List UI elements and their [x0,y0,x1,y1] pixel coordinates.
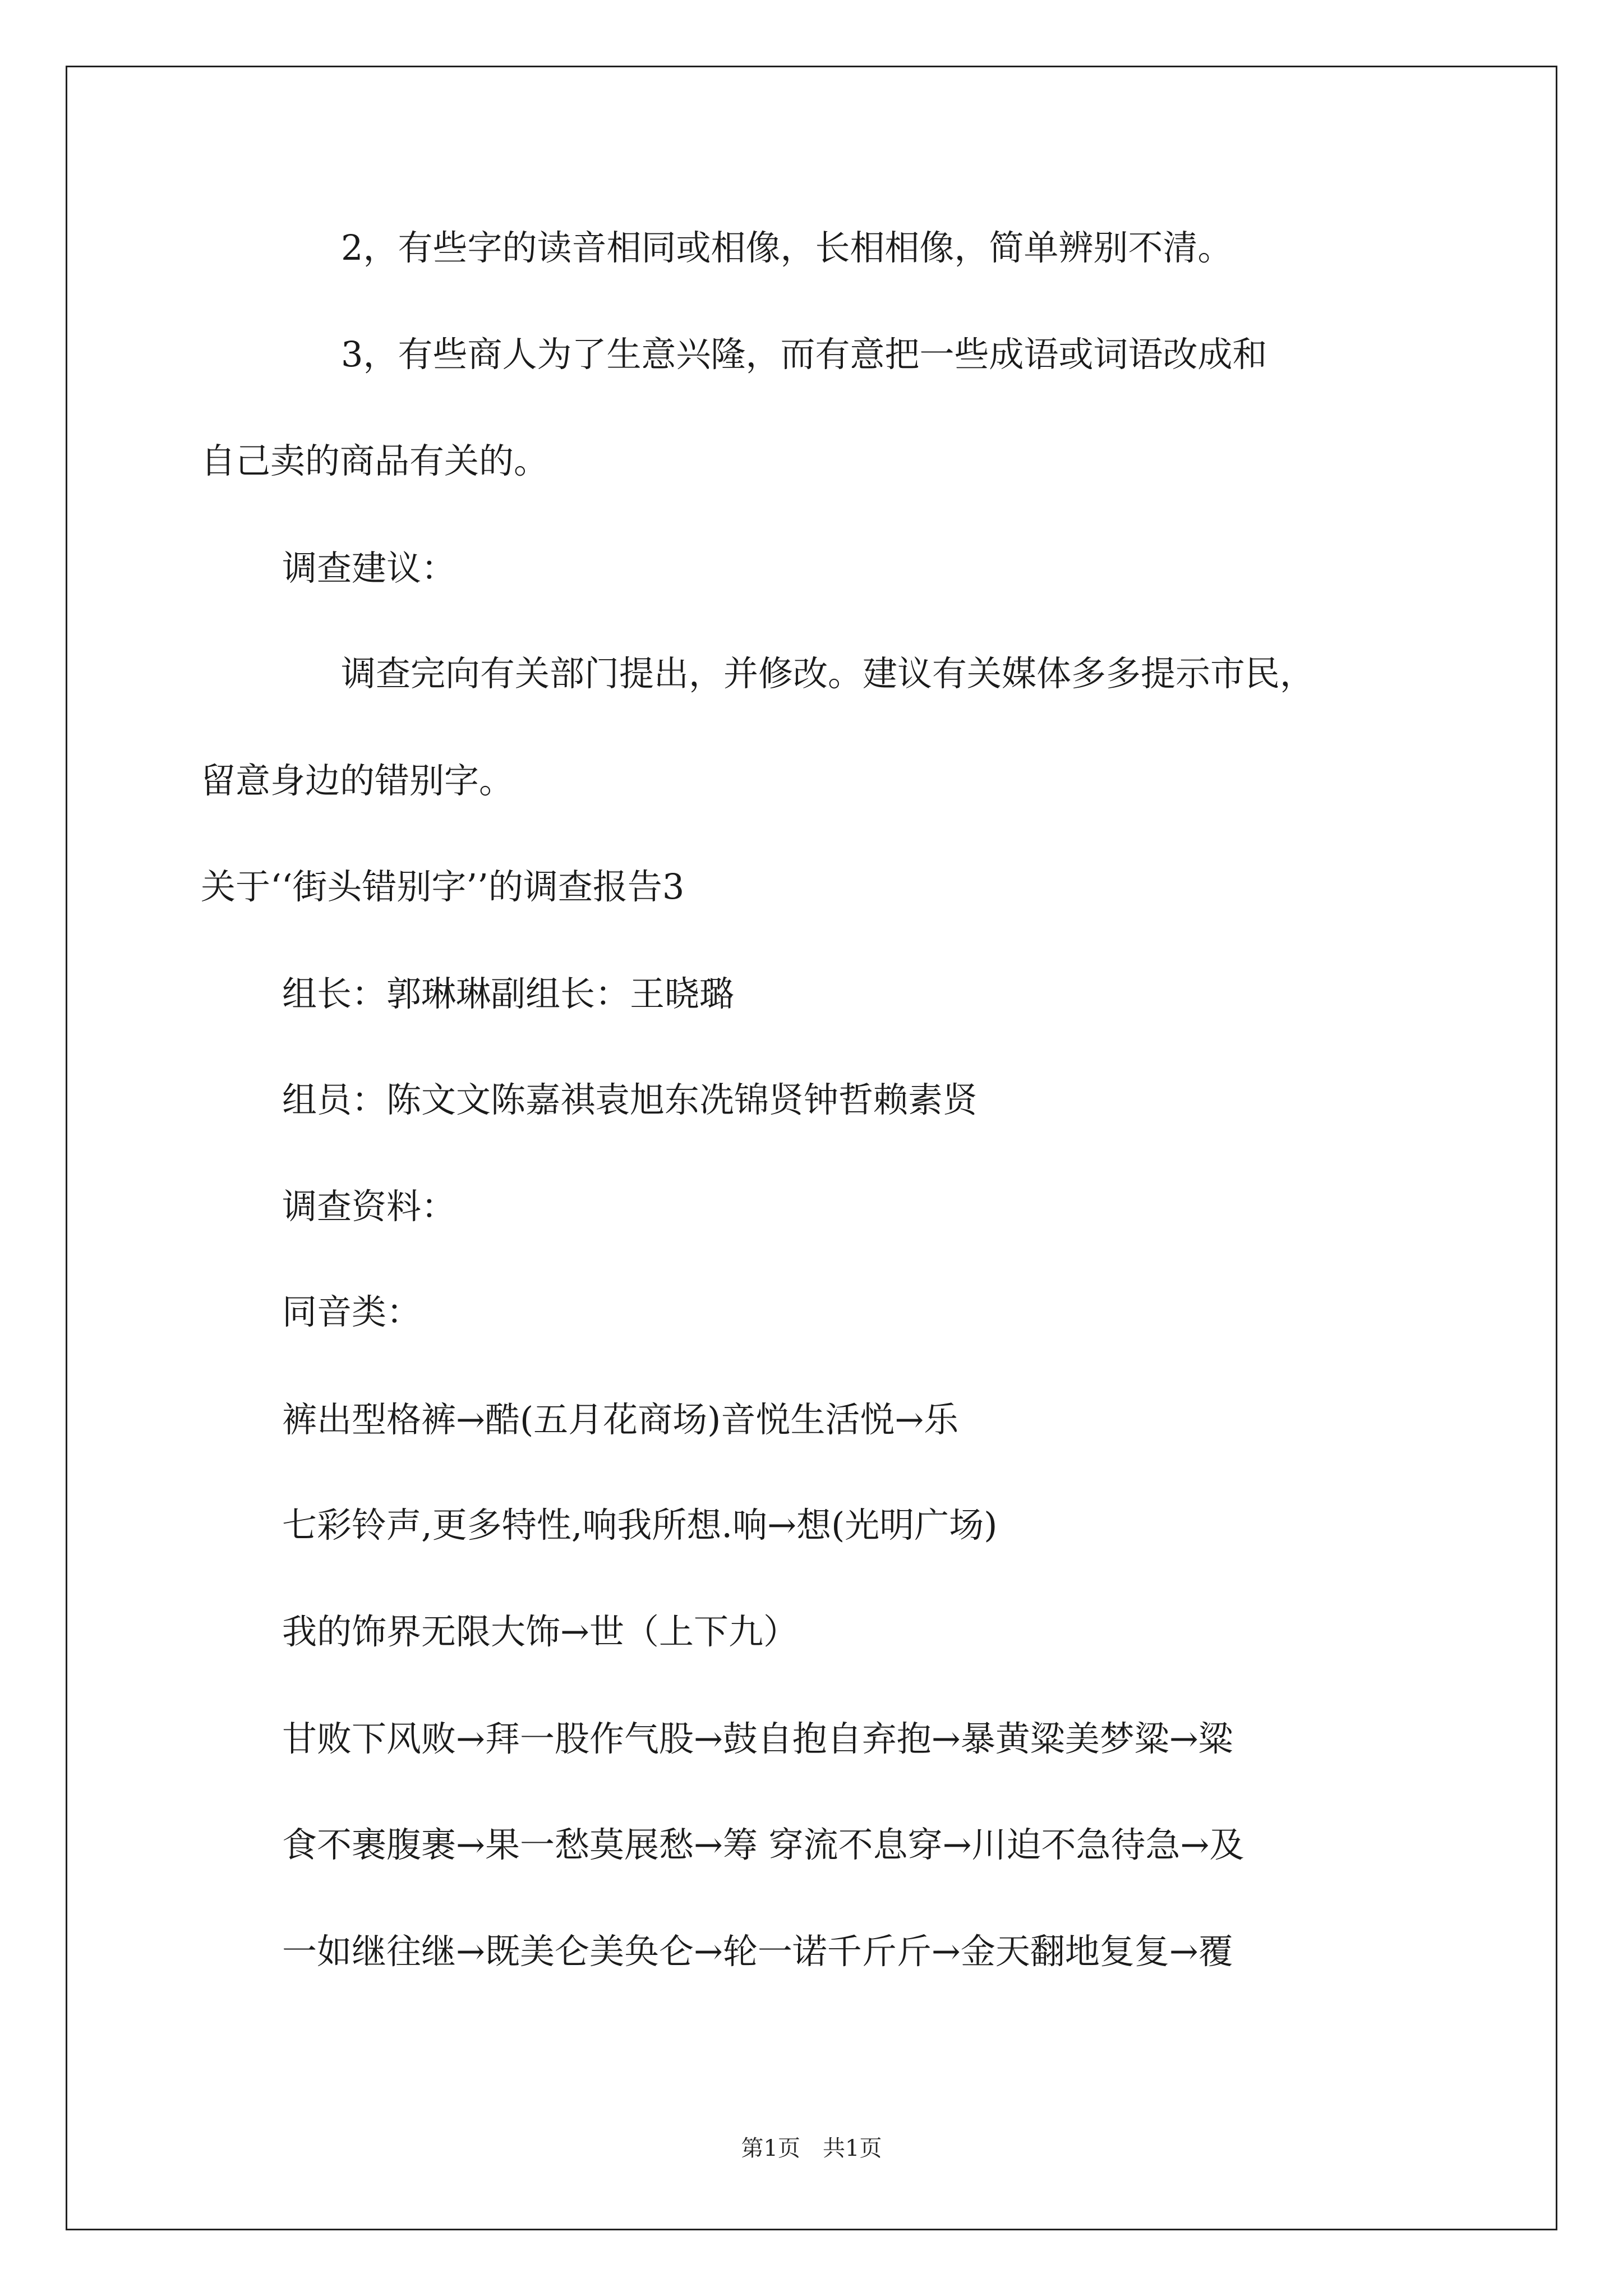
page-border [66,66,1557,2230]
example-line: 我的饰界无限大饰→世（上下九） [282,1611,798,1652]
report-title: 关于‘‘街头错别字’’的调查报告3 [201,866,685,907]
section-heading: 调查建议： [282,547,457,588]
paragraph-line: 自己卖的商品有关的。 [201,440,549,481]
section-heading: 调查资料： [282,1186,457,1227]
team-leaders: 组长：郭琳琳副组长：王晓璐 [282,973,735,1014]
paragraph-line: 2，有些字的读音相同或相像，长相相像，简单辨别不清。 [341,227,1233,268]
paragraph-line: 3，有些商人为了生意兴隆，而有意把一些成语或词语改成和 [341,334,1267,375]
section-heading: 同音类： [282,1291,422,1332]
paragraph-line: 留意身边的错别字。 [201,760,514,801]
paragraph-line: 调查完向有关部门提出，并修改。建议有关媒体多多提示市民， [341,653,1315,694]
team-members: 组员：陈文文陈嘉祺袁旭东冼锦贤钟哲赖素贤 [282,1079,978,1120]
example-line: 七彩铃声,更多特性,响我所想.响→想(光明广场) [282,1504,998,1545]
example-line: 裤出型格裤→酷(五月花商场)音悦生活悦→乐 [282,1399,959,1440]
page-footer: 第1页 共1页 [741,2136,882,2161]
example-line: 甘败下风败→拜一股作气股→鼓自抱自弃抱→暴黄粱美梦粱→粱 [282,1718,1233,1759]
example-line: 食不裹腹裹→果一愁莫展愁→筹 穿流不息穿→川迫不急待急→及 [282,1824,1244,1865]
example-line: 一如继往继→既美仑美奂仑→轮一诺千斤斤→金天翻地复复→覆 [282,1931,1233,1972]
